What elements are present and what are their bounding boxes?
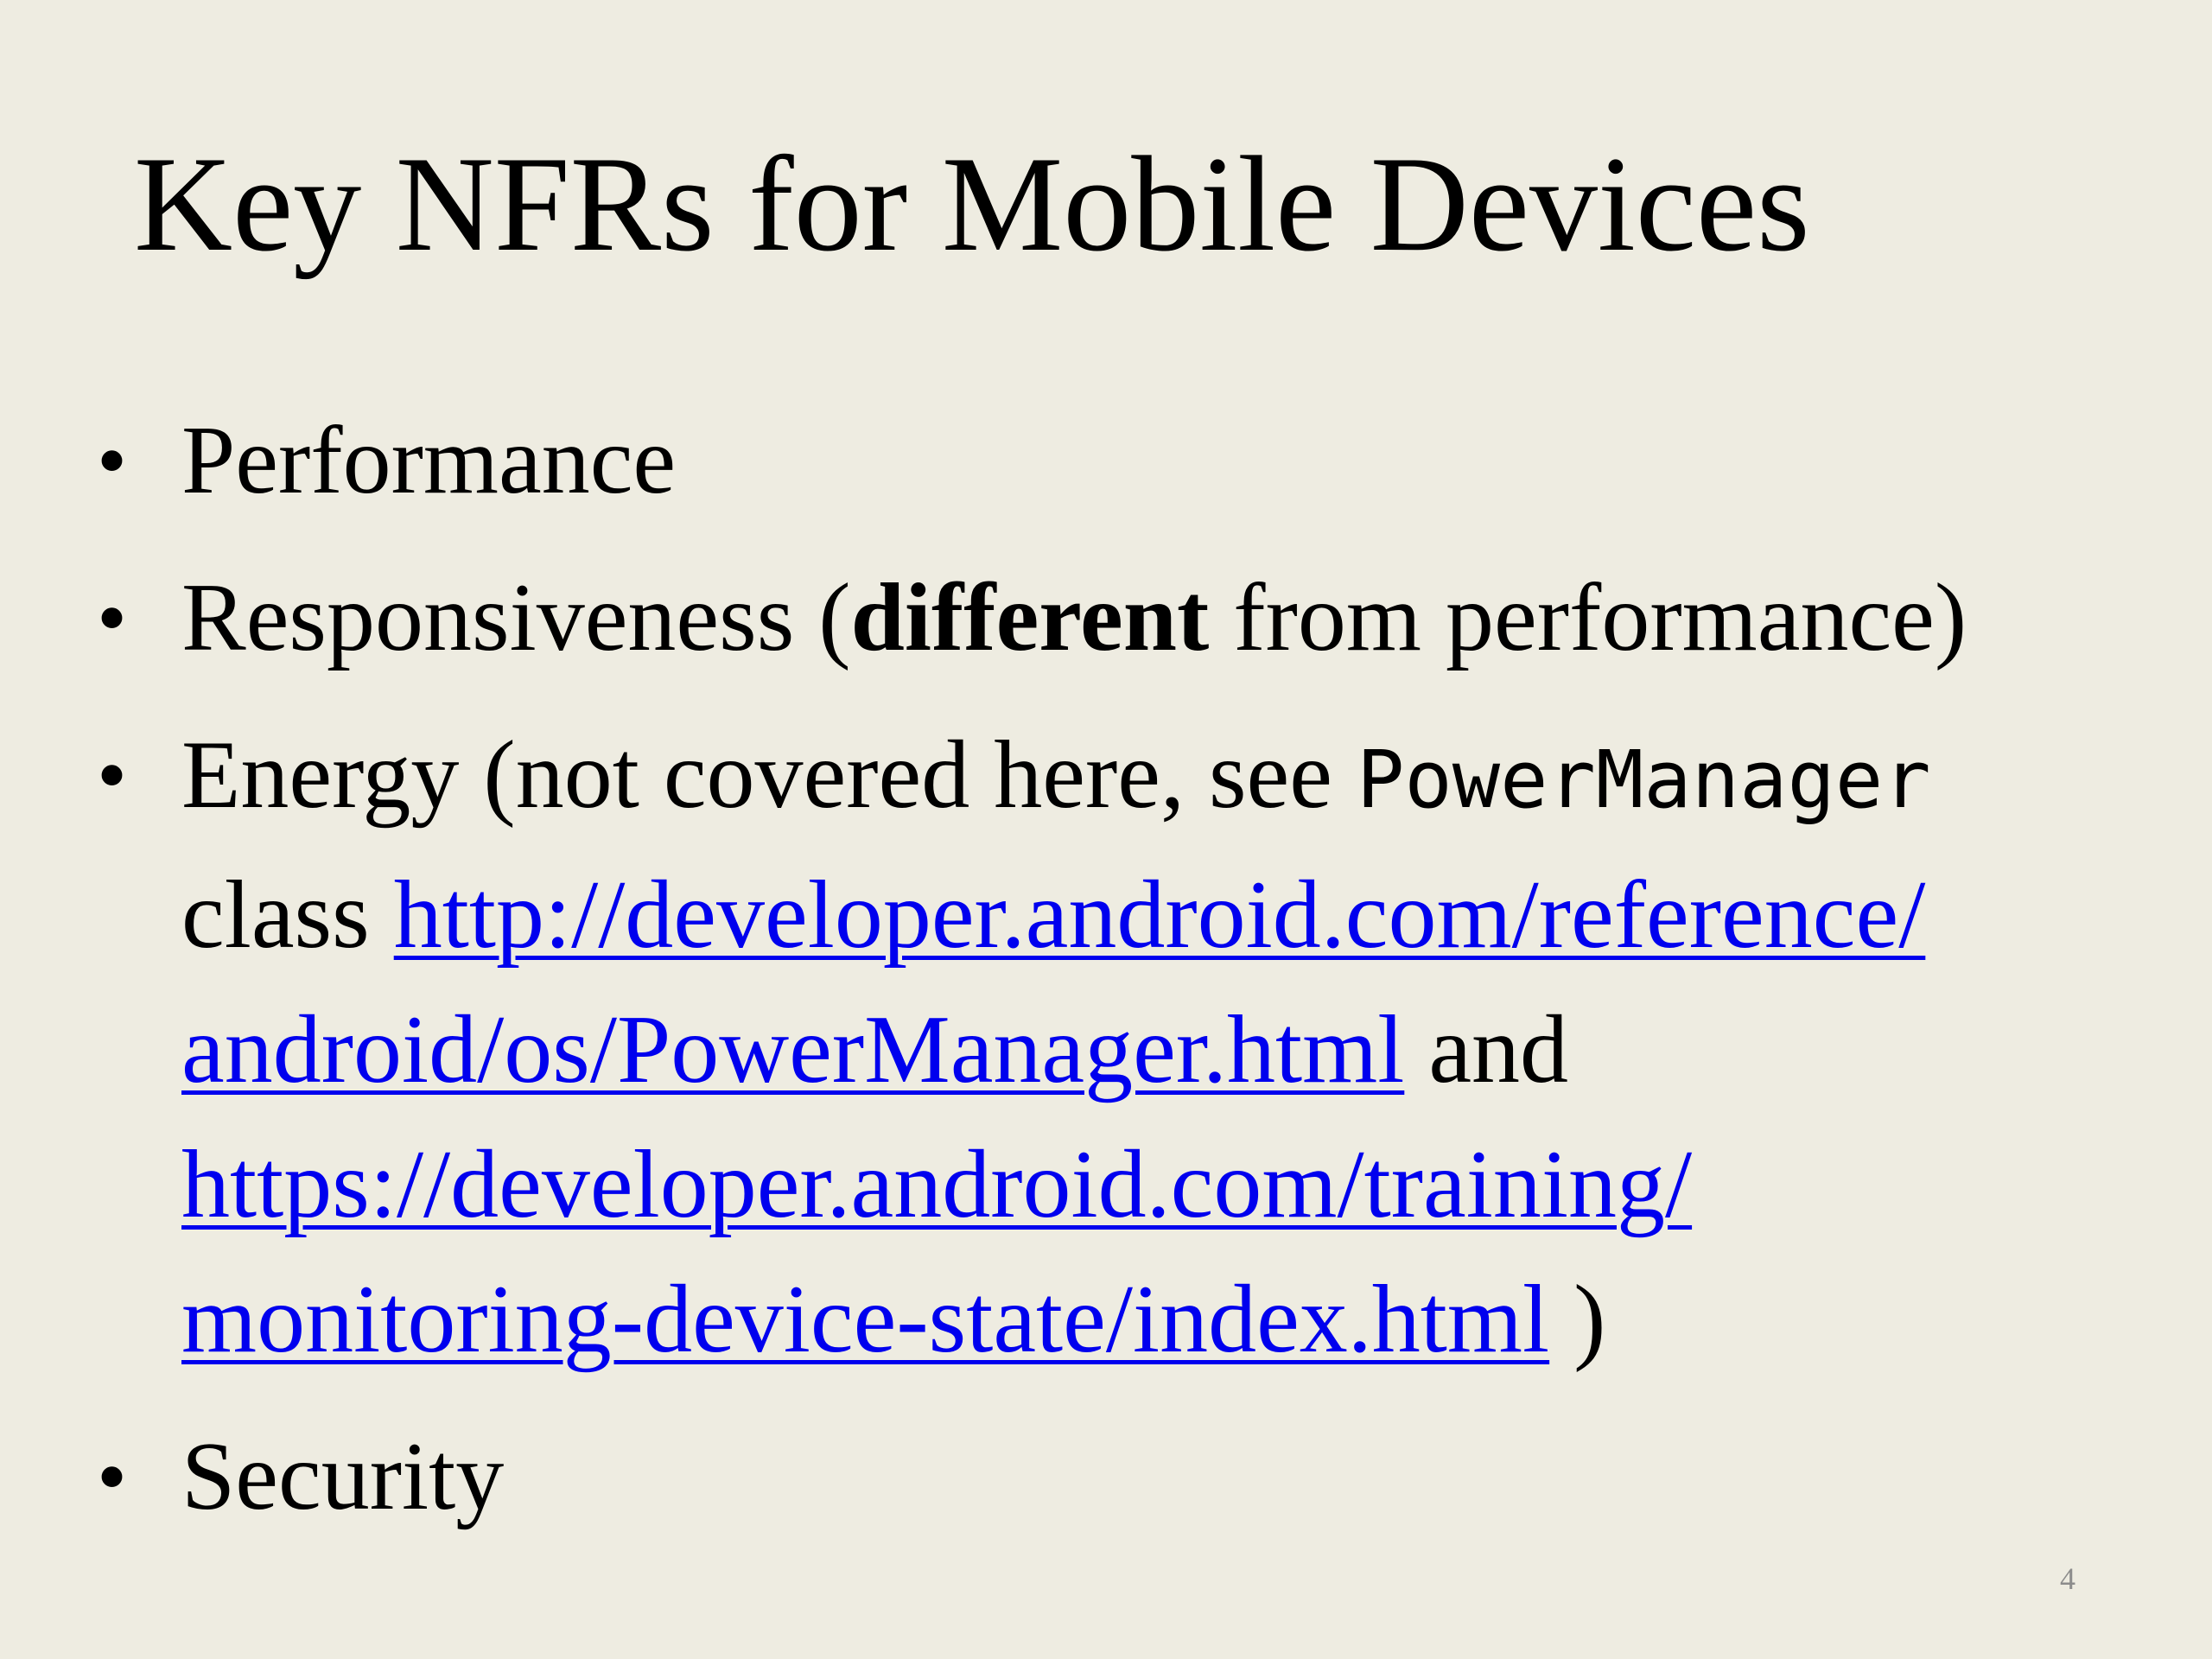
powermanager-code: PowerManager — [1356, 734, 1931, 826]
powermanager-link-line2: android/os/PowerManager.html — [181, 996, 1405, 1103]
responsiveness-bold-text: different — [850, 564, 1210, 671]
monitoring-link-line1: https://developer.android.com/training/ — [181, 1131, 1693, 1238]
energy-text-intro: Energy (not covered here, see — [181, 721, 1357, 829]
bullet-energy — [0, 708, 2212, 1387]
powermanager-link-line1: http://developer.android.com/reference/ — [393, 861, 1926, 969]
bullet-marker: • — [97, 727, 128, 823]
monitoring-link-line2: monitoring-device-state/index.html — [181, 1266, 1550, 1373]
bullet-performance-text: Performance — [181, 407, 677, 514]
bullet-marker: • — [97, 412, 128, 508]
bullet-security — [0, 1409, 2212, 1544]
energy-text-class: class — [181, 861, 394, 969]
bullet-marker: • — [97, 1428, 128, 1524]
monitoring-device-state-link[interactable] — [181, 1131, 1692, 1373]
responsiveness-text-after: from performance) — [1209, 564, 1967, 671]
powermanager-reference-link[interactable] — [181, 861, 1925, 1103]
energy-text-and: and — [1404, 996, 1569, 1103]
slide-title: Key NFRs for Mobile Devices — [134, 129, 1810, 280]
bullet-performance — [0, 393, 2212, 528]
bullet-list — [0, 393, 2212, 1567]
page-number: 4 — [2060, 1561, 2075, 1596]
bullet-marker: • — [97, 569, 128, 665]
responsiveness-text-before: Responsiveness ( — [181, 564, 851, 671]
bullet-security-text: Security — [181, 1423, 505, 1530]
bullet-responsiveness — [0, 550, 2212, 685]
energy-text-close: ) — [1549, 1266, 1606, 1373]
